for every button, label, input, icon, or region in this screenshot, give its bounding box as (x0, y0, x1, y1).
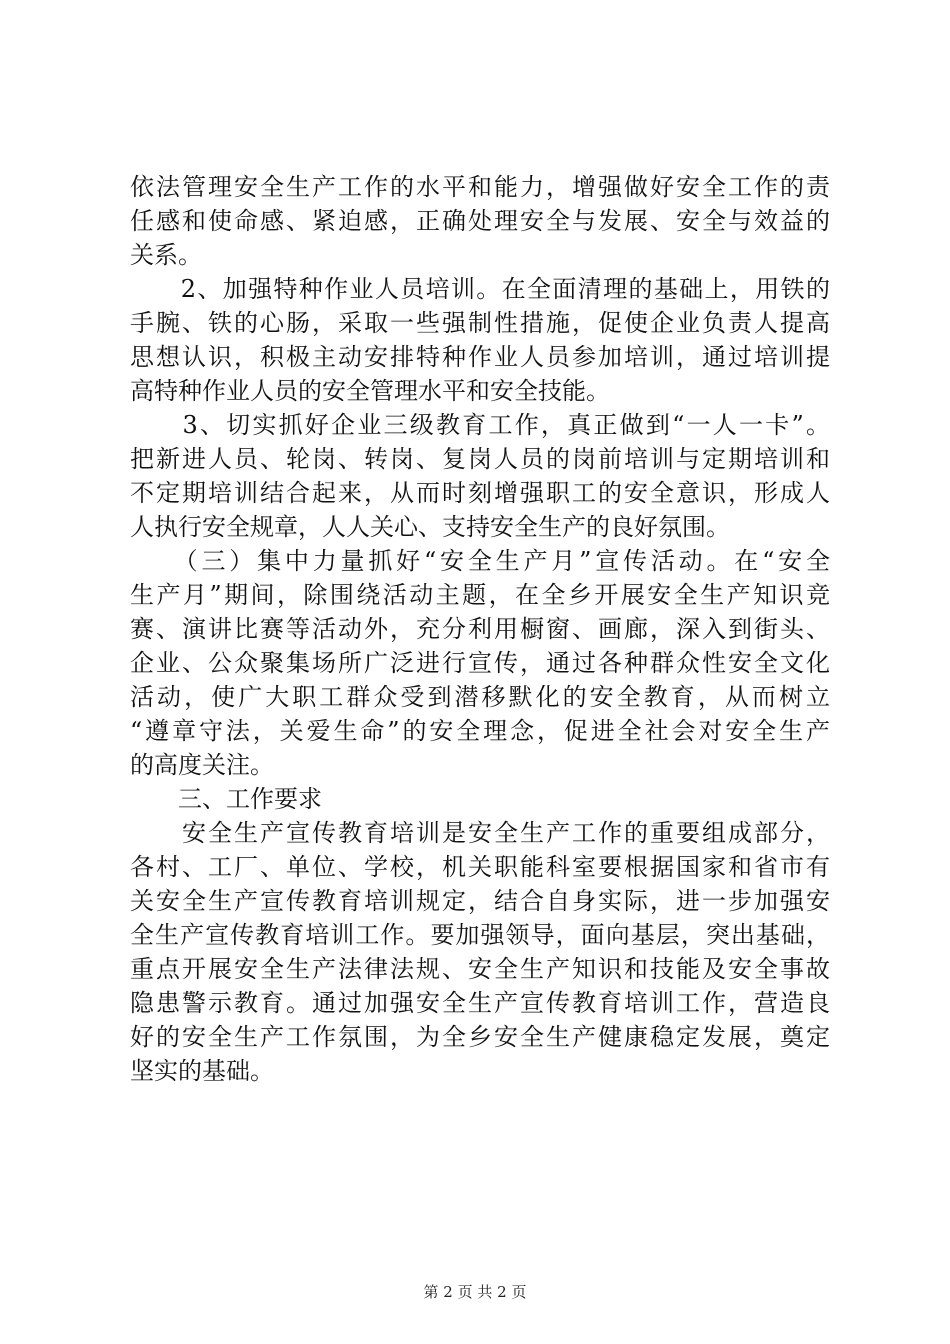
text-line: 坚实的基础。 (130, 1057, 274, 1085)
text-line: 任感和使命感、紧迫感，正确处理安全与发展、安全与效益的 (130, 207, 830, 235)
text-line: 全生产宣传教育培训工作。要加强领导，面向基层，突出基础， (130, 921, 830, 949)
text-line: 隐患警示教育。通过加强安全生产宣传教育培训工作，营造良 (130, 989, 830, 1017)
text-line: 的高度关注。 (130, 751, 274, 779)
text-line: 手腕、铁的心肠，采取一些强制性措施，促使企业负责人提高 (130, 309, 830, 337)
text-line: 把新进人员、轮岗、转岗、复岗人员的岗前培训与定期培训和 (130, 445, 830, 473)
text-line: 安全生产宣传教育培训是安全生产工作的重要组成部分， (130, 819, 830, 847)
text-line: 各村、工厂、单位、学校，机关职能科室要根据国家和省市有 (130, 853, 830, 881)
text-line: 依法管理安全生产工作的水平和能力，增强做好安全工作的责 (130, 173, 830, 201)
text-line: 生产月”期间，除围绕活动主题，在全乡开展安全生产知识竞 (130, 581, 830, 609)
text-line: “遵章守法，关爱生命”的安全理念，促进全社会对安全生产 (130, 717, 830, 745)
text-line: 好的安全生产工作氛围，为全乡安全生产健康稳定发展，奠定 (130, 1023, 830, 1051)
text-line: 关系。 (130, 241, 202, 269)
text-line: 高特种作业人员的安全管理水平和安全技能。 (130, 377, 610, 405)
text-line: 2、加强特种作业人员培训。在全面清理的基础上，用铁的 (130, 275, 830, 303)
text-line: （三）集中力量抓好“安全生产月”宣传活动。在“安全 (130, 547, 830, 575)
text-line: 3、切实抓好企业三级教育工作，真正做到“一人一卡”。 (130, 411, 830, 439)
document-body (130, 170, 830, 1088)
text-line: 思想认识，积极主动安排特种作业人员参加培训，通过培训提 (130, 343, 830, 371)
text-line: 重点开展安全生产法律法规、安全生产知识和技能及安全事故 (130, 955, 830, 983)
text-line: 人执行安全规章，人人关心、支持安全生产的良好氛围。 (130, 513, 730, 541)
text-line: 活动，使广大职工群众受到潜移默化的安全教育，从而树立 (130, 683, 830, 711)
text-line: 关安全生产宣传教育培训规定，结合自身实际，进一步加强安 (130, 887, 830, 915)
page-footer: 第 2 页 共 2 页 (423, 1283, 527, 1301)
section-heading: 三、工作要求 (130, 785, 322, 813)
text-line: 赛、演讲比赛等活动外，充分利用橱窗、画廊，深入到街头、 (130, 615, 830, 643)
text-line: 企业、公众聚集场所广泛进行宣传，通过各种群众性安全文化 (130, 649, 830, 677)
text-line: 不定期培训结合起来，从而时刻增强职工的安全意识，形成人 (130, 479, 830, 507)
